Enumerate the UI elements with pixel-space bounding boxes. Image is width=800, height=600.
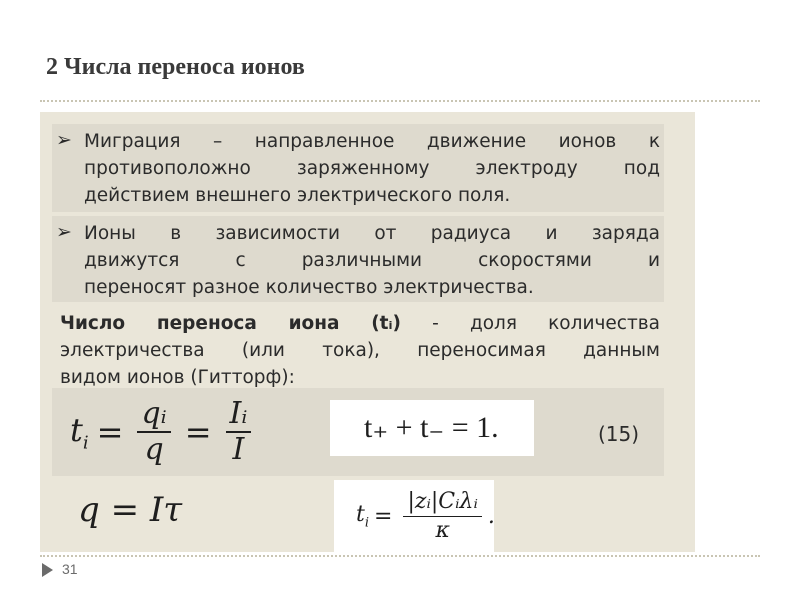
- bottom-divider: [40, 555, 760, 557]
- formula-lhs: $t_i$: [356, 502, 370, 531]
- mobility-formula: [356, 488, 495, 545]
- bullet-arrow-icon: ➢: [56, 130, 72, 151]
- bullet-ion-speed: [52, 216, 664, 302]
- sum-formula-box: [330, 400, 534, 456]
- transport-number-definition: [60, 310, 660, 391]
- bullet-line: движутся с различными скоростями и: [84, 250, 660, 271]
- slide-title: 2 Числа переноса ионов: [46, 54, 305, 80]
- bullet-line: переносят разное количество электричества.: [84, 277, 534, 298]
- bullet-line: действием внешнего электрического поля.: [84, 185, 511, 206]
- bullet-line: Миграция – направленное движение ионов к: [84, 131, 660, 152]
- definition-line: видом ионов (Гитторф):: [60, 367, 295, 388]
- fraction-numerator: qᵢ: [137, 397, 170, 433]
- definition-term: Число переноса иона (tᵢ): [60, 313, 402, 334]
- charge-fraction: [137, 397, 170, 467]
- formula-period: .: [487, 504, 495, 529]
- equals-sign: =: [184, 413, 212, 451]
- bullet-migration: [52, 124, 664, 212]
- definition-line: электричества (или тока), переносимая данным: [60, 340, 660, 361]
- bullet-line: противоположно заряженному электроду под: [84, 158, 660, 179]
- bullet-text: [84, 128, 660, 209]
- charge-formula: q = Iτ: [78, 490, 183, 530]
- fraction-denominator: κ: [435, 518, 450, 543]
- equals-sign: =: [374, 504, 393, 529]
- bullet-text: [84, 220, 660, 301]
- formula-lhs: $t_i$: [70, 410, 89, 454]
- mobility-fraction: [403, 488, 481, 545]
- fraction-denominator: I: [232, 432, 245, 467]
- sum-formula: t₊ + t₋ = 1.: [364, 411, 499, 444]
- slide-number: 31: [62, 561, 78, 577]
- definition-line: [60, 310, 660, 337]
- transport-number-formula: [70, 396, 257, 468]
- equation-number: (15): [598, 422, 640, 446]
- current-fraction: [226, 397, 252, 467]
- equals-sign: =: [96, 413, 124, 451]
- mobility-formula-box: [334, 480, 494, 558]
- fraction-denominator: q: [144, 432, 164, 467]
- slide-arrow-icon: [42, 563, 53, 577]
- bullet-arrow-icon: ➢: [56, 222, 72, 243]
- definition-rest: - доля количества: [401, 313, 660, 334]
- bullet-line: Ионы в зависимости от радиуса и заряда: [84, 223, 660, 244]
- fraction-numerator: Iᵢ: [226, 397, 252, 433]
- top-divider: [40, 100, 760, 102]
- fraction-numerator: |zᵢ|Cᵢλᵢ: [403, 488, 481, 517]
